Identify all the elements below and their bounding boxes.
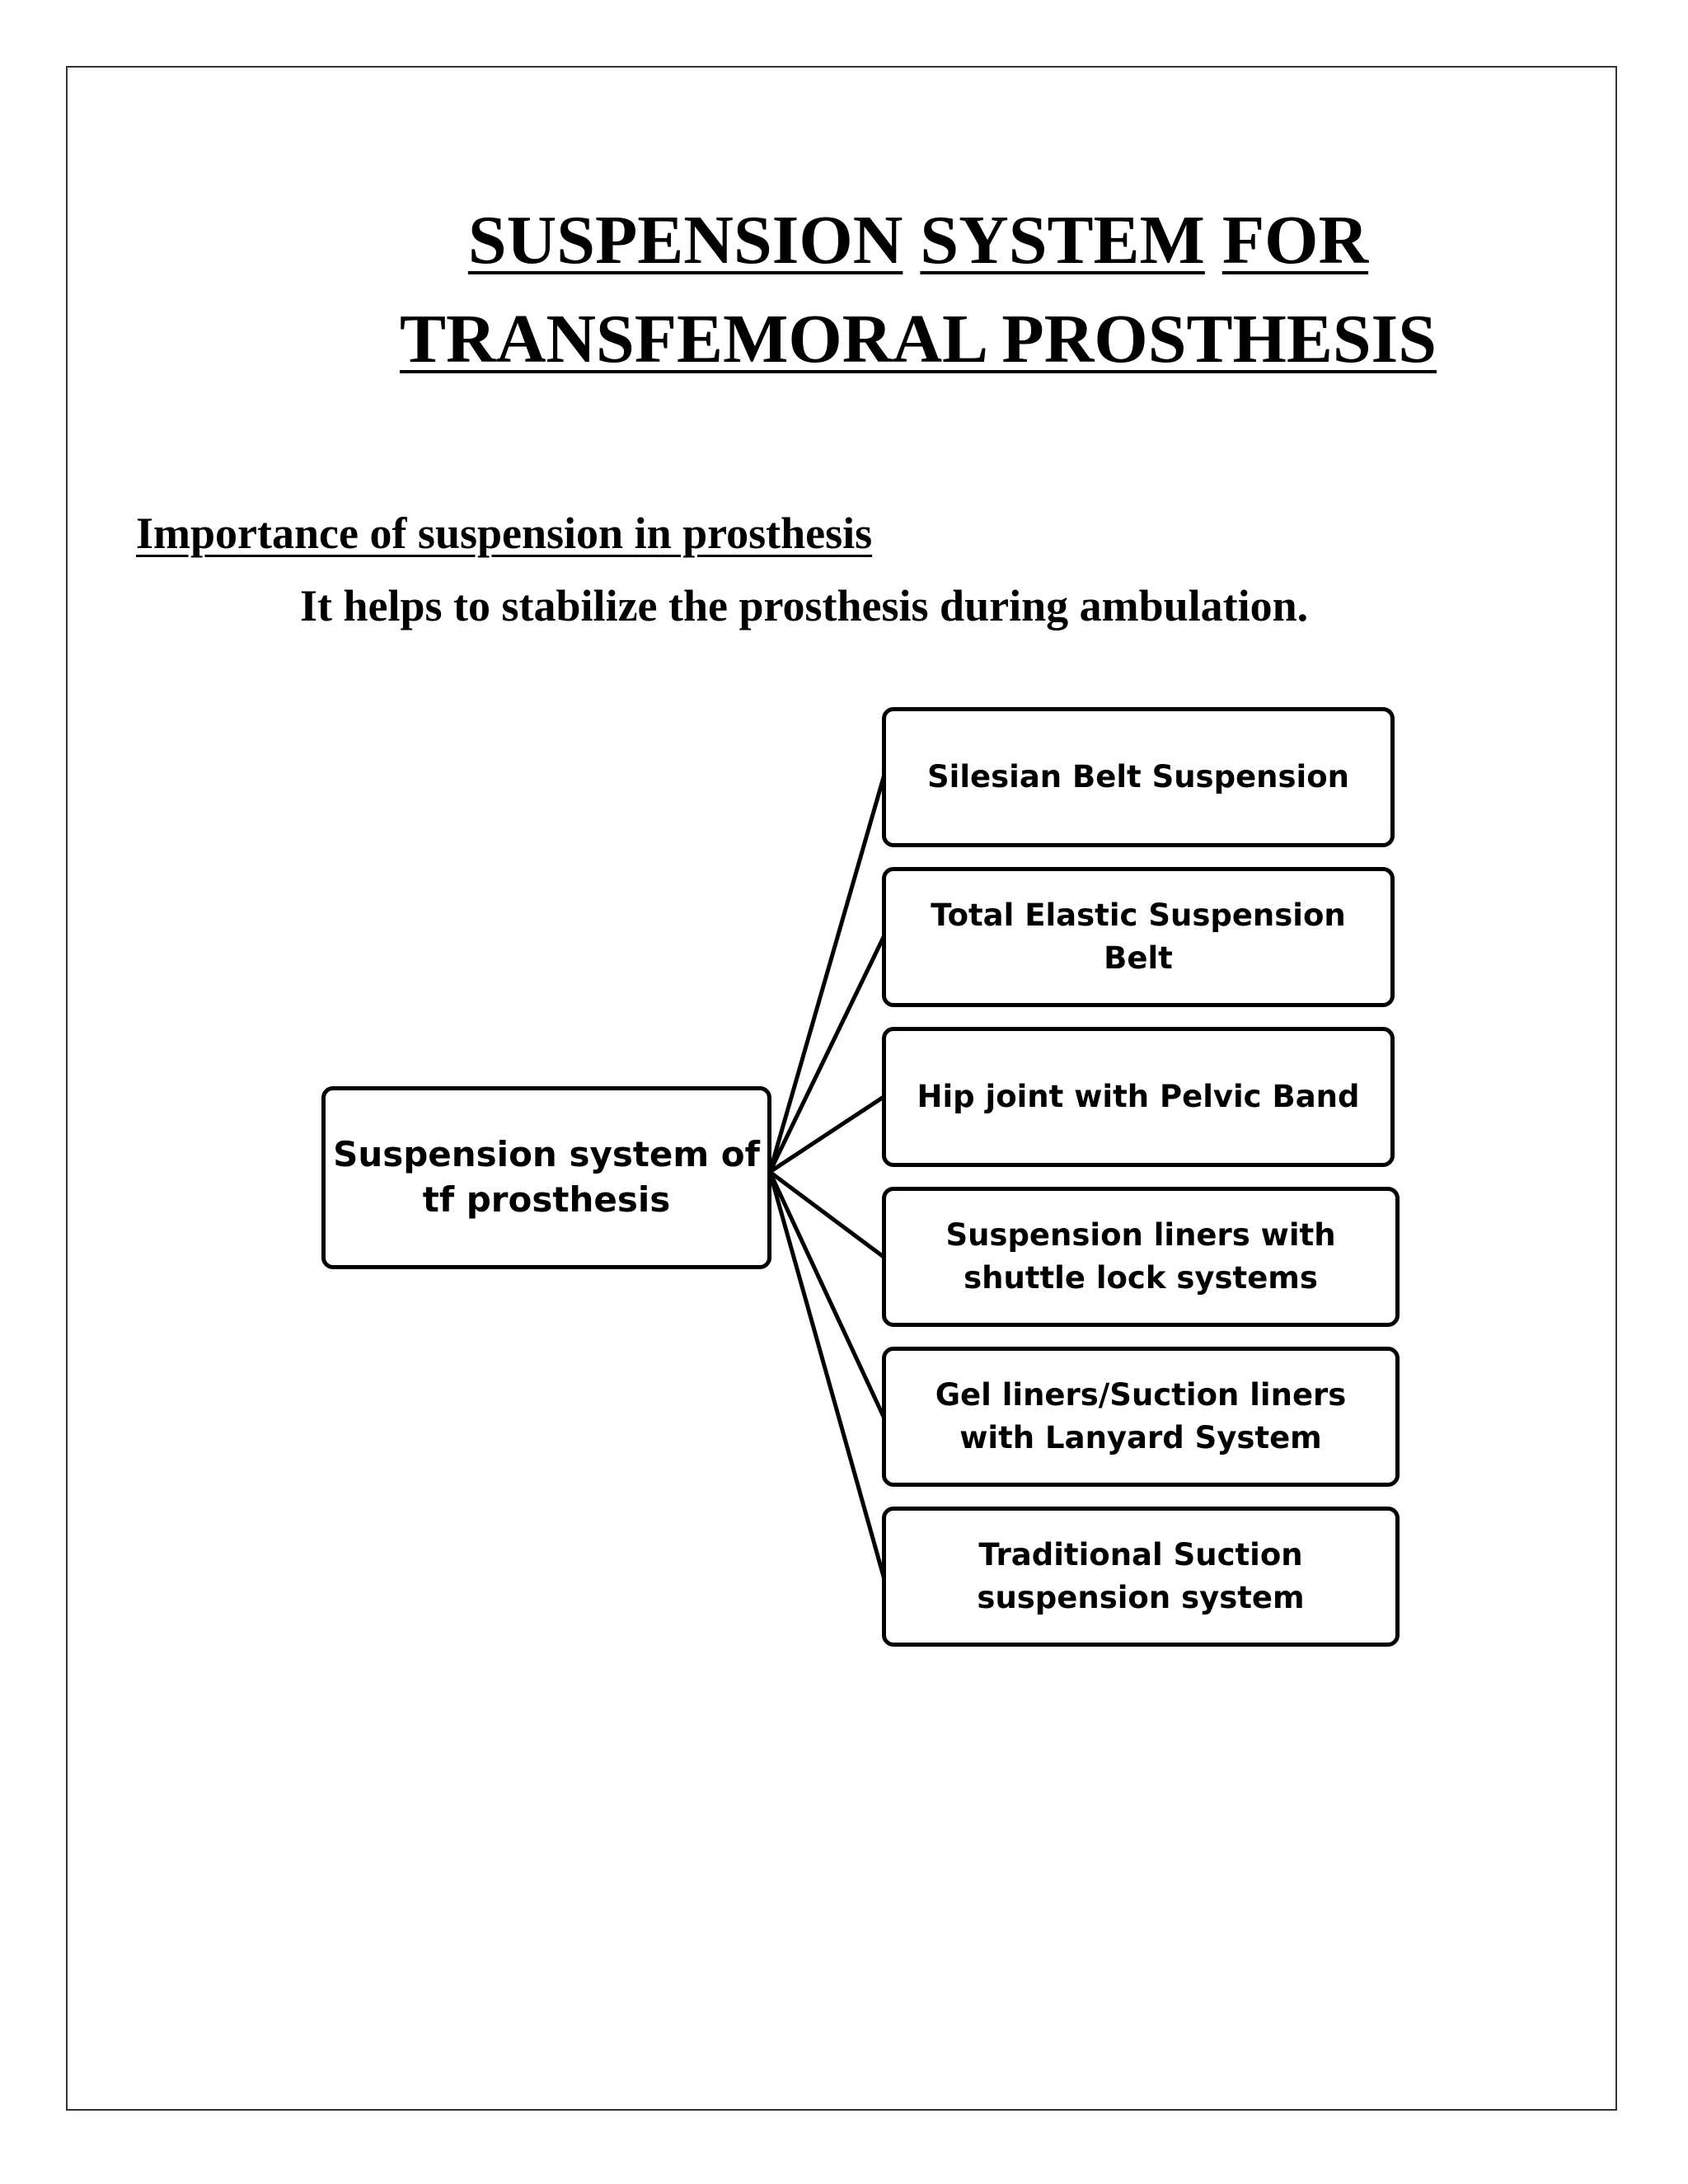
diagram-root-node bbox=[321, 1086, 771, 1269]
child-node-label: Gel liners/Suction liners with Lanyard System bbox=[935, 1377, 1347, 1455]
title-line-2-text: TRANSFEMORAL PROSTHESIS bbox=[400, 301, 1437, 377]
diagram-child-node bbox=[882, 1507, 1400, 1647]
section-heading: Importance of suspension in prosthesis bbox=[136, 509, 873, 558]
title-word-3: FOR bbox=[1221, 202, 1369, 279]
root-node-label: Suspension system of tf prosthesis bbox=[333, 1134, 760, 1220]
child-node-label: Suspension liners with shuttle lock systems bbox=[945, 1217, 1336, 1296]
diagram-child-node bbox=[882, 867, 1395, 1007]
page-title-line-2 bbox=[74, 301, 1688, 377]
diagram-child-node bbox=[882, 1347, 1400, 1487]
diagram-child-node bbox=[882, 1187, 1400, 1327]
child-node-label: Traditional Suction suspension system bbox=[977, 1537, 1305, 1615]
diagram-child-node bbox=[882, 707, 1395, 847]
section-body: It helps to stabilize the prosthesis during ambulation. bbox=[300, 581, 1309, 630]
child-node-label: Total Elastic Suspension Belt bbox=[931, 898, 1346, 976]
diagram-child-node bbox=[882, 1027, 1395, 1167]
child-node-label: Silesian Belt Suspension bbox=[927, 759, 1349, 795]
title-word-2: SYSTEM bbox=[920, 202, 1205, 279]
page-title-line-1 bbox=[74, 202, 1688, 279]
title-word-1: SUSPENSION bbox=[467, 202, 903, 279]
child-node-label: Hip joint with Pelvic Band bbox=[917, 1079, 1360, 1115]
